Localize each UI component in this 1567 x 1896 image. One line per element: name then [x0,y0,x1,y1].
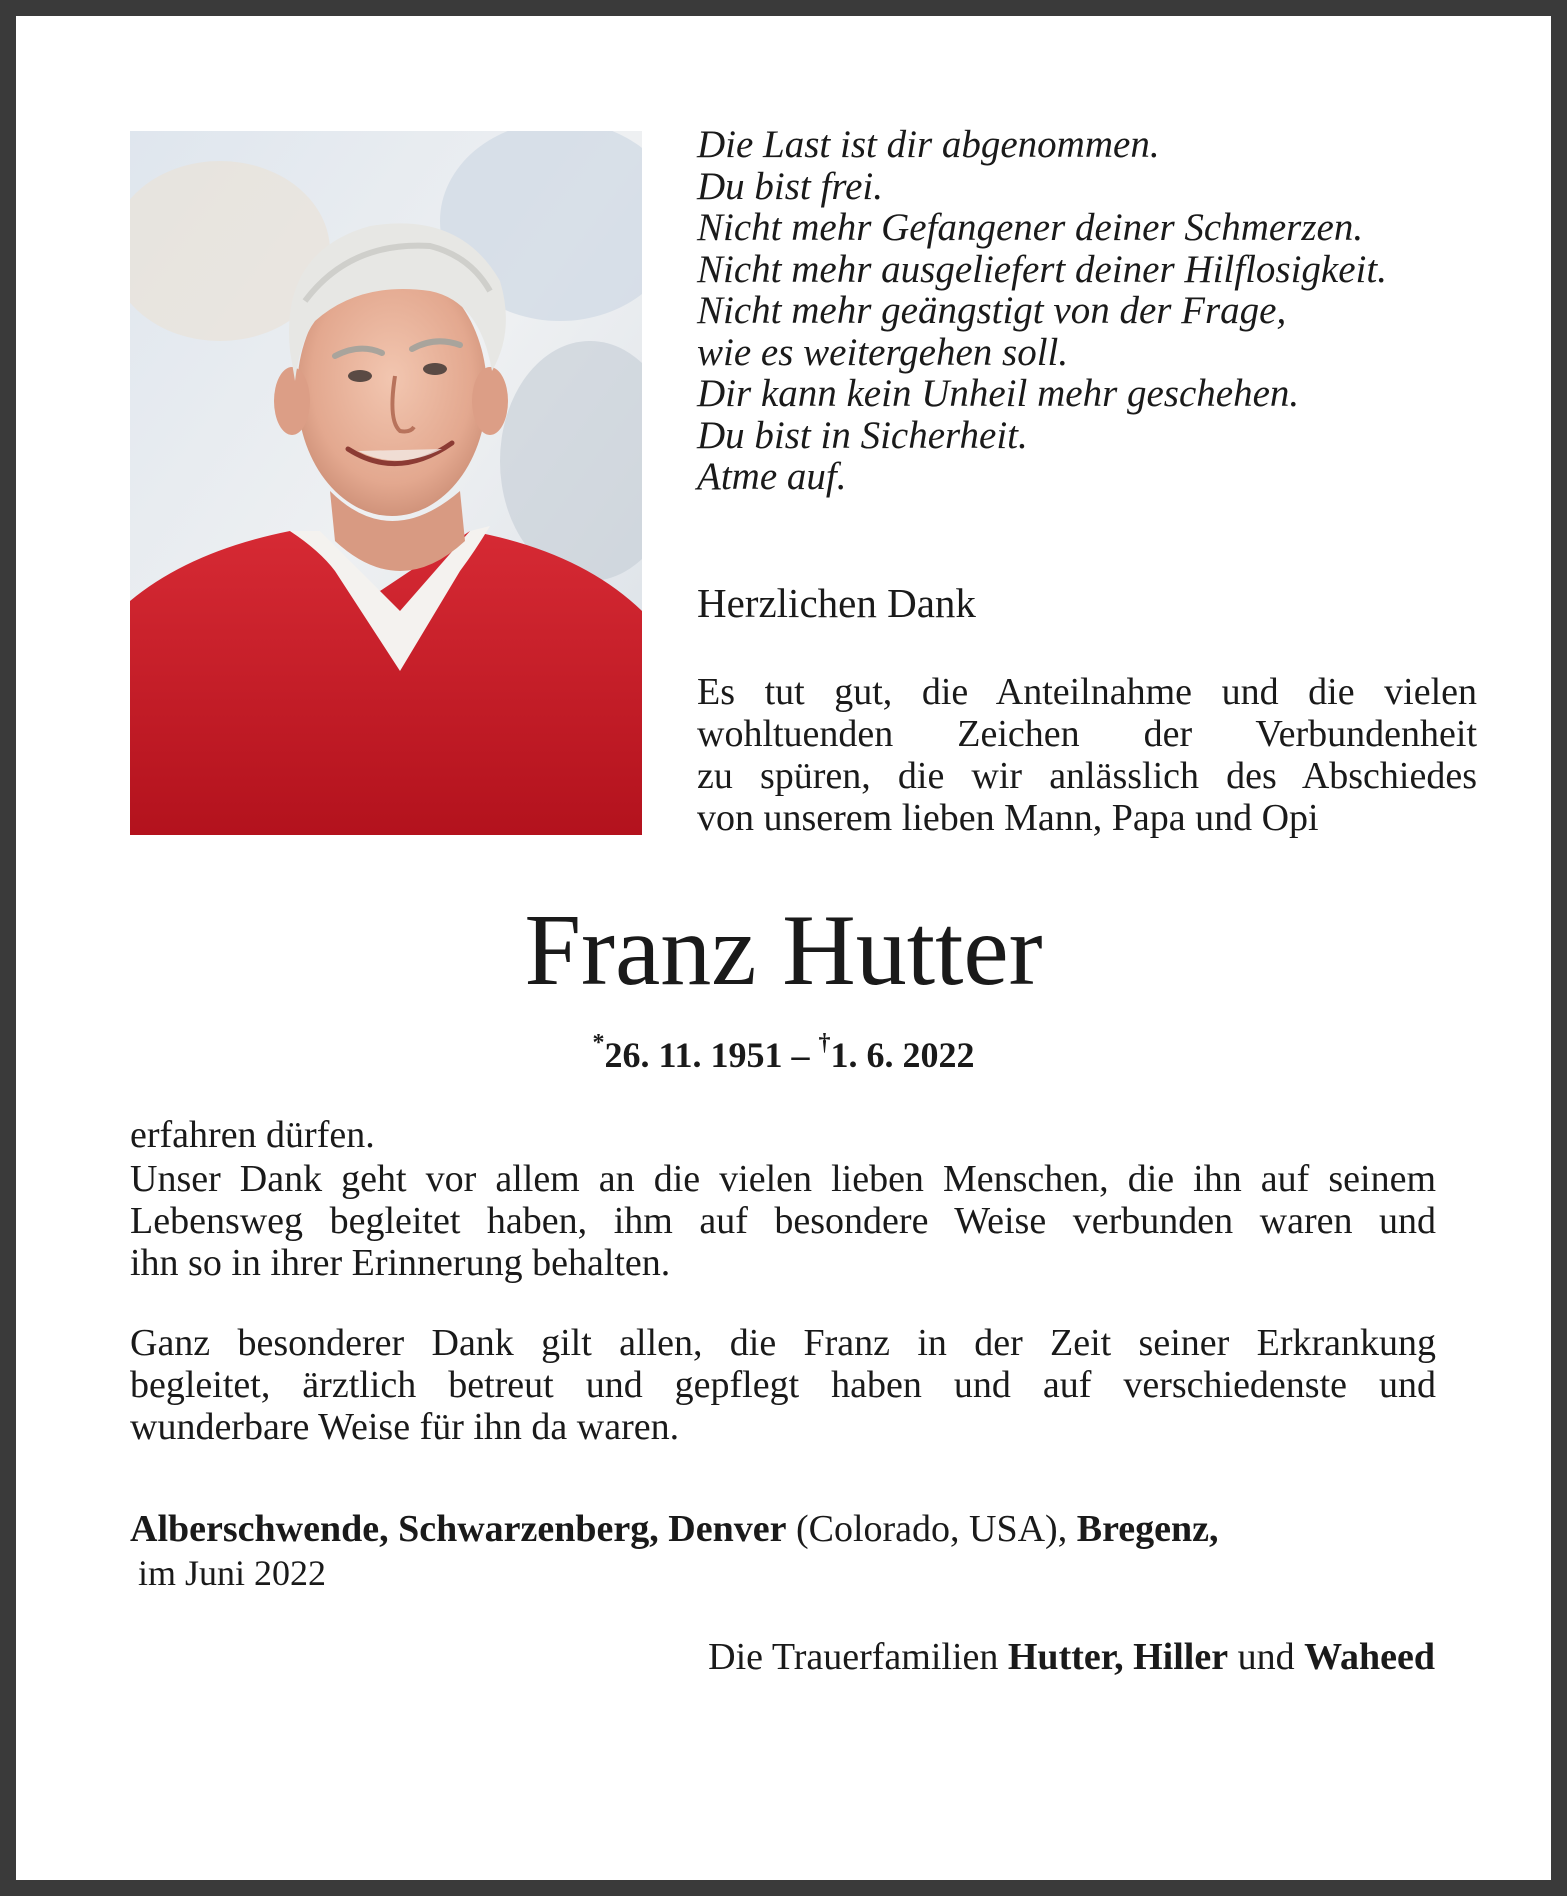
obituary-page [16,16,1551,1880]
places-bold: Alberschwende, Schwarzenberg, Denver [130,1508,787,1550]
paragraph-line: ihn so in ihrer Erinnerung behalten. [130,1242,671,1284]
date-line: im Juni 2022 [138,1553,327,1593]
poem [697,124,1497,498]
paragraph-line: Lebensweg begleitet haben, ihm auf besondere Weise verbunden waren und [130,1200,1436,1242]
birth-date: 26. 11. 1951 [604,1035,783,1075]
death-symbol: † [818,1030,831,1056]
family-name: Hiller [1133,1636,1229,1678]
places-normal: (Colorado, USA), [786,1508,1077,1550]
deceased-name: Franz Hutter [524,894,1043,1007]
intro-line: wohltuenden Zeichen der Verbundenheit [697,713,1477,755]
thanks-heading: Herzlichen Dank [697,580,976,626]
death-date: 1. 6. 2022 [830,1035,975,1075]
signature-space [1124,1636,1134,1678]
paragraph-line: Ganz besonderer Dank gilt allen, die Franz in der Zeit seiner Erkrankung [130,1322,1436,1364]
paragraph-1 [130,1158,1436,1284]
paragraph-line: begleitet, ärztlich betreut und gepflegt haben und auf verschiedenste und [130,1364,1436,1406]
poem-line: Dir kann kein Unheil mehr geschehen. [697,372,1300,415]
paragraph-2 [130,1322,1436,1448]
places-bold: Bregenz, [1076,1508,1219,1550]
continuation-text [130,1114,1436,1156]
intro-paragraph [697,671,1477,839]
poem-line: Nicht mehr geängstigt von der Frage, [697,289,1287,332]
poem-line: Nicht mehr Gefangener deiner Schmerzen. [697,206,1364,249]
intro-line: zu spüren, die wir anlässlich des Abschiedes [697,755,1477,797]
poem-line: Die Last ist dir abgenommen. [697,123,1160,166]
date-separator: – [782,1035,819,1075]
intro-line: Es tut gut, die Anteilnahme und die vielen [697,671,1477,713]
poem-line: Du bist in Sicherheit. [697,413,1028,457]
poem-line: Atme auf. [697,455,847,498]
poem-line: Du bist frei. [697,164,883,208]
poem-line: wie es weitergehen soll. [697,330,1069,374]
continuation-line: erfahren dürfen. [130,1114,375,1156]
places-line [130,1508,1218,1550]
poem-line: Nicht mehr ausgeliefert deiner Hilflosigkeit. [697,247,1387,291]
portrait-photo [130,131,642,835]
signature-prefix: Die Trauerfamilien [708,1636,1008,1678]
family-name: Waheed [1304,1636,1435,1678]
signature-line [708,1636,1435,1678]
life-dates [16,1026,1551,1076]
intro-line: von unserem lieben Mann, Papa und Opi [697,797,1319,839]
paragraph-line: wunderbare Weise für ihn da waren. [130,1406,680,1448]
family-name: Hutter, [1007,1636,1124,1678]
paragraph-line: Unser Dank geht vor allem an die vielen lieben Menschen, die ihn auf seinem [130,1158,1436,1200]
signature-and: und [1228,1636,1305,1678]
birth-symbol: * [592,1030,605,1056]
